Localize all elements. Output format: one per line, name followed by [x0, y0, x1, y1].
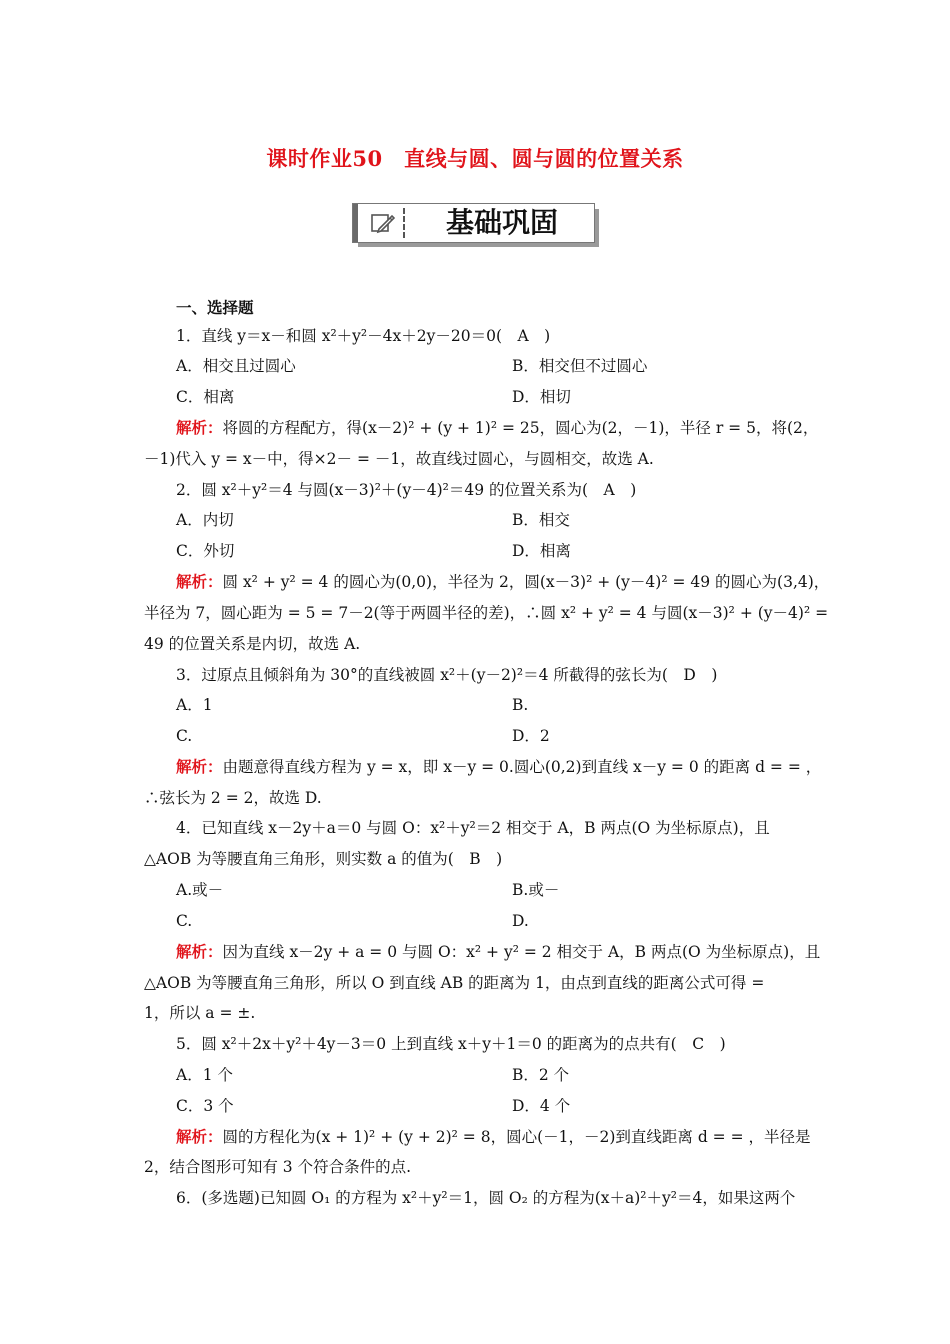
question-3-option-d: D．2	[512, 727, 550, 745]
question-4-solution-line-2: △AOB 为等腰直角三角形，所以 O 到直线 AB 的距离为 1，由点到直线的距离公式可得 =	[144, 974, 765, 992]
question-4-solution-line-1: 解析：因为直线 x－2y + a = 0 与圆 O：x² + y² = 2 相交于 A，B 两点(O 为坐标原点)，且	[176, 942, 821, 961]
question-4-option-a: A.或－	[176, 881, 224, 899]
question-1-solution-line-2: －1)代入 y = x－中，得×2－ = －1，故直线过圆心，与圆相交，故选 A.	[144, 450, 654, 468]
solution-label: 解析：	[176, 418, 223, 437]
question-5-stem: 5．圆 x²＋2x＋y²＋4y－3＝0 上到直线 x＋y＋1＝0 的距离为的点共有( C )	[176, 1035, 726, 1053]
question-1-option-c: C．相离	[176, 388, 235, 406]
question-5-option-a: A．1 个	[176, 1066, 233, 1084]
banner-bar	[353, 204, 358, 242]
question-5-option-c: C．3 个	[176, 1097, 234, 1115]
banner-divider	[403, 208, 405, 238]
question-5-solution-line-2: 2，结合图形可知有 3 个符合条件的点.	[144, 1158, 412, 1176]
question-2-option-c: C．外切	[176, 542, 235, 560]
question-6-stem: 6．(多选题)已知圆 O₁ 的方程为 x²＋y²＝1，圆 O₂ 的方程为(x＋a)²＋y²＝4，如果这两个	[176, 1189, 796, 1207]
question-5-option-d: D．4 个	[512, 1097, 571, 1115]
question-2-stem: 2．圆 x²＋y²＝4 与圆(x－3)²＋(y－4)²＝49 的位置关系为( A )	[176, 481, 637, 499]
question-1-stem: 1．直线 y＝x－和圆 x²＋y²－4x＋2y－20＝0( A )	[176, 327, 551, 345]
question-3-option-c: C.	[176, 727, 193, 745]
question-2-solution-line-2: 半径为 7，圆心距为 = 5 = 7－2(等于两圆半径的差)，∴圆 x² + y² = 4 与圆(x－3)² + (y－4)² =	[144, 604, 829, 622]
question-2-solution-line-3: 49 的位置关系是内切，故选 A.	[144, 635, 361, 653]
section-heading: 一、选择题	[176, 298, 254, 317]
question-5-option-b: B．2 个	[512, 1066, 570, 1084]
question-3-solution-line-1: 解析：由题意得直线方程为 y = x，即 x－y = 0.圆心(0,2)到直线 x－y = 0 的距离 d = = ，	[176, 757, 822, 776]
question-1-option-a: A．相交且过圆心	[176, 357, 296, 375]
banner-box	[352, 203, 595, 243]
question-3-option-b: B.	[512, 696, 529, 714]
question-1-solution-line-1: 解析：将圆的方程配方，得(x－2)² + (y + 1)² = 25，圆心为(2，－1)，半径 r = 5，将(2，	[176, 418, 819, 437]
question-1-option-b: B．相交但不过圆心	[512, 357, 648, 375]
question-4-stem-line-2: △AOB 为等腰直角三角形，则实数 a 的值为( B )	[144, 850, 503, 868]
question-2-solution-line-1: 解析：圆 x² + y² = 4 的圆心为(0,0)，半径为 2，圆(x－3)² + (y－4)² = 49 的圆心为(3,4)，	[176, 572, 830, 591]
question-2-option-d: D．相离	[512, 542, 571, 560]
question-4-option-d: D.	[512, 912, 529, 930]
question-3-stem: 3．过原点且倾斜角为 30°的直线被圆 x²＋(y－2)²＝4 所截得的弦长为( D )	[176, 666, 718, 684]
solution-label: 解析：	[176, 1127, 223, 1146]
question-4-option-b: B.或－	[512, 881, 560, 899]
question-3-option-a: A．1	[176, 696, 213, 714]
question-5-solution-line-1: 解析：圆的方程化为(x + 1)² + (y + 2)² = 8，圆心(－1，－2)到直线距离 d = = ，半径是	[176, 1127, 811, 1146]
question-2-option-b: B．相交	[512, 511, 570, 529]
solution-label: 解析：	[176, 757, 223, 776]
solution-label: 解析：	[176, 942, 223, 961]
page-title: 课时作业50 直线与圆、圆与圆的位置关系	[266, 146, 684, 171]
pencil-icon	[371, 211, 395, 235]
question-4-solution-line-3: 1，所以 a = ±.	[144, 1004, 256, 1022]
question-1-option-d: D．相切	[512, 388, 571, 406]
question-4-option-c: C.	[176, 912, 193, 930]
question-2-option-a: A．内切	[176, 511, 234, 529]
section-banner	[352, 203, 599, 247]
solution-label: 解析：	[176, 572, 223, 591]
question-4-stem-line-1: 4．已知直线 x－2y＋a＝0 与圆 O：x²＋y²＝2 相交于 A，B 两点(O 为坐标原点)，且	[176, 819, 770, 837]
question-3-solution-line-2: ∴弦长为 2 = 2，故选 D.	[144, 789, 322, 807]
banner-label: 基础巩固	[445, 206, 558, 239]
